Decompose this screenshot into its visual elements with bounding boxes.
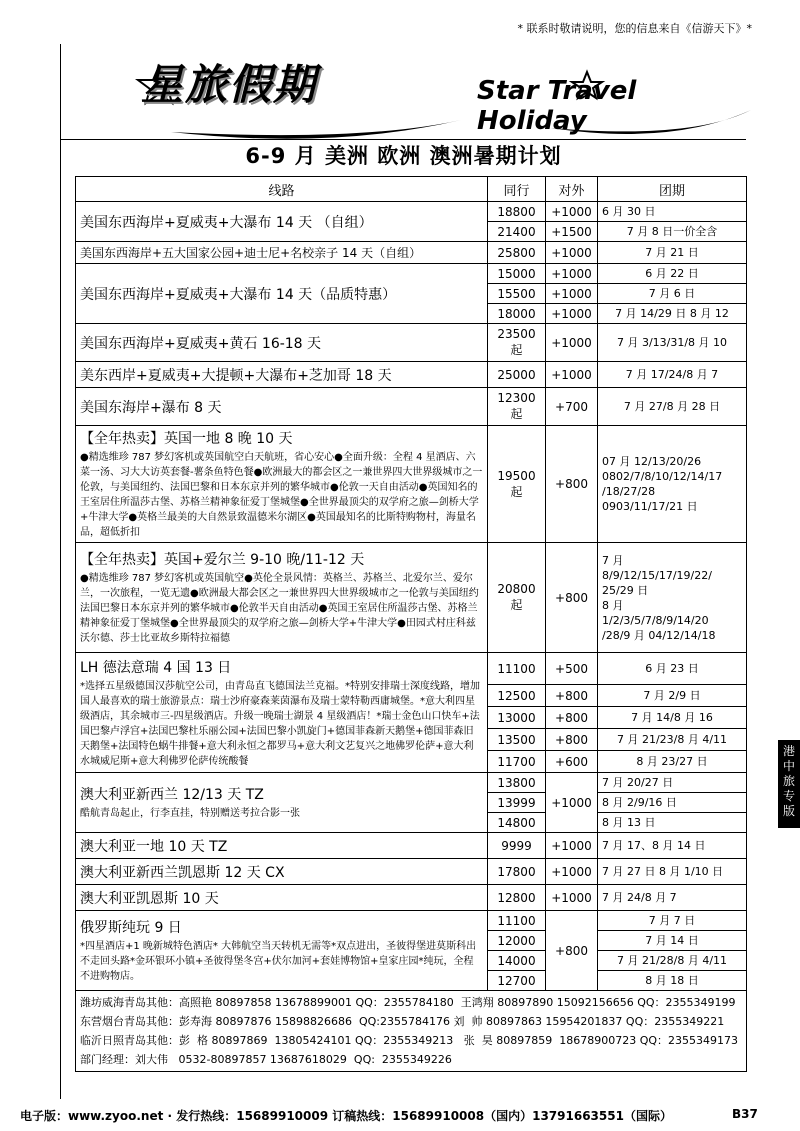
departure-dates: 7 月 27/8 月 28 日 bbox=[598, 388, 747, 426]
departure-dates: 8 月 18 日 bbox=[598, 971, 747, 991]
table-row bbox=[76, 242, 747, 264]
public-markup: +1000 bbox=[546, 773, 598, 833]
peer-price: 11700 bbox=[488, 751, 546, 773]
departure-dates: 7 月 21/23/8 月 4/11 bbox=[598, 729, 747, 751]
page-number: B37 bbox=[732, 1107, 758, 1121]
peer-price: 12000 bbox=[488, 931, 546, 951]
route-cell bbox=[76, 773, 488, 833]
table-row bbox=[76, 324, 747, 362]
tour-table bbox=[75, 176, 747, 1072]
contacts bbox=[76, 991, 747, 1072]
brand-logo-en: Star Travel Holiday bbox=[477, 76, 637, 136]
peer-price: 19500 起 bbox=[488, 426, 546, 543]
departure-dates: 7 月 6 日 bbox=[598, 284, 747, 304]
departure-dates: 6 月 22 日 bbox=[598, 264, 747, 284]
route-name: 美东西岸+夏威夷+大提顿+大瀑布+芝加哥 18 天 bbox=[76, 362, 488, 388]
route-cell bbox=[76, 426, 488, 543]
header bbox=[61, 44, 746, 139]
peer-price: 13000 bbox=[488, 707, 546, 729]
peer-price: 13999 bbox=[488, 793, 546, 813]
route-name: 澳大利亚新西兰 12/13 天 TZ bbox=[80, 787, 264, 803]
table-row bbox=[76, 543, 747, 653]
peer-price: 25800 bbox=[488, 242, 546, 264]
route-name: 美国东西海岸+夏威夷+大瀑布 14 天 （自组） bbox=[76, 202, 488, 242]
table-row bbox=[76, 388, 747, 426]
header-route: 线路 bbox=[76, 177, 488, 202]
route-cell bbox=[76, 911, 488, 991]
route-name: 美国东西海岸+夏威夷+大瀑布 14 天（品质特惠） bbox=[76, 264, 488, 324]
table-row bbox=[76, 885, 747, 911]
departure-dates: 7 月 17/24/8 月 7 bbox=[598, 362, 747, 388]
header-peer: 同行 bbox=[488, 177, 546, 202]
peer-price: 20800 起 bbox=[488, 543, 546, 653]
route-cell bbox=[76, 543, 488, 653]
departure-dates: 7 月 21/28/8 月 4/11 bbox=[598, 951, 747, 971]
table-row bbox=[76, 426, 747, 543]
public-markup: +700 bbox=[546, 388, 598, 426]
departure-dates: 7 月 24/8 月 7 bbox=[598, 885, 747, 911]
departure-dates: 7 月 8/9/12/15/17/19/22/ 25/29 日 8 月 1/2/3/5/7/8/9/14/20 /28/9 月 04/12/14/18 bbox=[598, 543, 747, 653]
departure-dates: 6 月 23 日 bbox=[598, 653, 747, 685]
route-name: 俄罗斯纯玩 9 日 bbox=[80, 920, 182, 936]
public-markup: +1000 bbox=[546, 324, 598, 362]
public-markup: +800 bbox=[546, 543, 598, 653]
peer-price: 11100 bbox=[488, 653, 546, 685]
public-markup: +1000 bbox=[546, 264, 598, 284]
public-markup: +1000 bbox=[546, 242, 598, 264]
contacts-row bbox=[76, 991, 747, 1072]
public-markup: +1500 bbox=[546, 222, 598, 242]
departure-dates: 7 月 14 日 bbox=[598, 931, 747, 951]
departure-dates: 7 月 27 日 8 月 1/10 日 bbox=[598, 859, 747, 885]
route-name: 【全年热卖】英国+爱尔兰 9-10 晚/11-12 天 bbox=[80, 552, 365, 568]
peer-price: 12300 起 bbox=[488, 388, 546, 426]
table-header-row bbox=[76, 177, 747, 202]
route-description: *选择五星级德国汉莎航空公司，由青岛直飞德国法兰克福。*特别安排瑞士深度线路，增加国人最喜欢的瑞士旅游景点：瑞士沙府豪森莱茵瀑布及瑞士蒙特勒西庸城堡。*意大利四星级酒店，其余城市三-四星级酒店。升级一晚瑞士湖景 4 星级酒店！*瑞士金色山口快车+法国巴黎卢浮宫+法国巴黎杜乐丽公园+法国巴黎小凯旋门+德国菲森新天鹅堡+德国菲森旧天鹅堡+法国特色蜗牛排餐+意大利永恒之都罗马+意大利文艺复兴之地佛罗伦萨+意大利水城威尼斯+意大利佛罗伦萨传统酸餐 bbox=[80, 680, 480, 767]
route-name: 美国东西海岸+夏威夷+黄石 16-18 天 bbox=[76, 324, 488, 362]
departure-dates: 7 月 17、8 月 14 日 bbox=[598, 833, 747, 859]
brand-logo-cn: 星旅假期 bbox=[141, 60, 318, 109]
peer-price: 14000 bbox=[488, 951, 546, 971]
departure-dates: 7 月 20/27 日 bbox=[598, 773, 747, 793]
peer-price: 13500 bbox=[488, 729, 546, 751]
table-row bbox=[76, 202, 747, 222]
page-title: 6-9 月 美洲 欧洲 澳洲暑期计划 bbox=[61, 139, 746, 172]
route-name: 澳大利亚新西兰凯恩斯 12 天 CX bbox=[76, 859, 488, 885]
public-markup: +1000 bbox=[546, 833, 598, 859]
public-markup: +800 bbox=[546, 426, 598, 543]
table-row bbox=[76, 859, 747, 885]
departure-dates: 8 月 2/9/16 日 bbox=[598, 793, 747, 813]
route-description: ●精选维珍 787 梦幻客机或英国航空白天航班，省心安心●全面升级：全程 4 星酒店、六菜一汤、习大大访英套餐-薯条鱼特色餐●欧洲最大的都会区之一兼世界四大世界级城市之一伦敦，与美国纽约、法国巴黎和日本东京并列的繁华城市●伦敦一天自由活动●英国知名的王室居住所温莎古堡、苏格兰精神象征爱丁堡城堡●全世界最顶尖的双学府之旅—剑桥大学+牛津大学●英格兰最美的大自然景致温德米尔湖区●英国最知名的比斯特购物村，海量名品，超低折扣 bbox=[80, 452, 483, 538]
peer-price: 9999 bbox=[488, 833, 546, 859]
peer-price: 12800 bbox=[488, 885, 546, 911]
peer-price: 25000 bbox=[488, 362, 546, 388]
header-public: 对外 bbox=[546, 177, 598, 202]
source-notice: * 联系时敬请说明，您的信息来自《信游天下》* bbox=[517, 22, 752, 35]
route-name: LH 德法意瑞 4 国 13 日 bbox=[80, 659, 232, 676]
table-row bbox=[76, 264, 747, 284]
peer-price: 21400 bbox=[488, 222, 546, 242]
route-description: ●精选维珍 787 梦幻客机或英国航空●英伦全景风情：英格兰、苏格兰、北爱尔兰、爱尔兰，一次旅程，一览无遗●欧洲最大都会区之一兼世界四大世界级城市之一伦敦与美国纽约法国巴黎日本东京并列的繁华城市●伦敦半天自由活动●英国王室居住所温莎古堡、苏格兰精神象征爱丁堡城堡●全世界最顶尖的双学府之旅—剑桥大学+牛津大学●田园式村庄科兹沃尔德、莎士比亚故乡斯特拉福德 bbox=[80, 573, 479, 644]
departure-dates: 8 月 23/27 日 bbox=[598, 751, 747, 773]
contact-line: 东营烟台青岛其他：彭寿海 80897876 15898826686 QQ:2355784176 刘 帅 80897863 15954201837 QQ：2355349221 bbox=[80, 1015, 725, 1028]
peer-price: 18000 bbox=[488, 304, 546, 324]
departure-dates: 7 月 21 日 bbox=[598, 242, 747, 264]
route-name: 澳大利亚凯恩斯 10 天 bbox=[76, 885, 488, 911]
public-markup: +1000 bbox=[546, 859, 598, 885]
peer-price: 12500 bbox=[488, 685, 546, 707]
table-row bbox=[76, 773, 747, 793]
contact-line: 潍坊威海青岛其他：高照艳 80897858 13678899001 QQ：2355784180 王鸿翔 80897890 15092156656 QQ：2355349199 bbox=[80, 996, 736, 1009]
public-markup: +800 bbox=[546, 911, 598, 991]
peer-price: 17800 bbox=[488, 859, 546, 885]
route-name: 美国东海岸+瀑布 8 天 bbox=[76, 388, 488, 426]
departure-dates: 7 月 14/29 日 8 月 12 bbox=[598, 304, 747, 324]
route-name: 美国东西海岸+五大国家公园+迪士尼+名校亲子 14 天（自组） bbox=[76, 242, 488, 264]
peer-price: 13800 bbox=[488, 773, 546, 793]
departure-dates: 7 月 7 日 bbox=[598, 911, 747, 931]
table-row bbox=[76, 362, 747, 388]
peer-price: 15000 bbox=[488, 264, 546, 284]
route-description: *四星酒店+1 晚新城特色酒店* 大韩航空当天转机无需等*双点进出，圣彼得堡进莫斯科出不走回头路*金环银环小镇+圣彼得堡冬宫+伏尔加河+套娃博物馆+皇家庄园*纯玩，全程不进购物店。 bbox=[80, 941, 477, 982]
side-tab: 港中旅专版 bbox=[778, 740, 800, 828]
table-row bbox=[76, 833, 747, 859]
peer-price: 14800 bbox=[488, 813, 546, 833]
public-markup: +800 bbox=[546, 729, 598, 751]
departure-dates: 7 月 8 日一价全含 bbox=[598, 222, 747, 242]
peer-price: 23500 起 bbox=[488, 324, 546, 362]
peer-price: 18800 bbox=[488, 202, 546, 222]
public-markup: +1000 bbox=[546, 885, 598, 911]
route-name: 【全年热卖】英国一地 8 晚 10 天 bbox=[80, 431, 293, 447]
peer-price: 11100 bbox=[488, 911, 546, 931]
peer-price: 15500 bbox=[488, 284, 546, 304]
public-markup: +600 bbox=[546, 751, 598, 773]
table-row bbox=[76, 911, 747, 931]
public-markup: +800 bbox=[546, 707, 598, 729]
public-markup: +1000 bbox=[546, 362, 598, 388]
route-cell bbox=[76, 653, 488, 773]
contact-line: 部门经理：刘大伟 0532-80897857 13687618029 QQ: 2355349226 bbox=[80, 1053, 452, 1066]
departure-dates: 7 月 14/8 月 16 bbox=[598, 707, 747, 729]
public-markup: +1000 bbox=[546, 304, 598, 324]
table-row bbox=[76, 653, 747, 685]
public-markup: +800 bbox=[546, 685, 598, 707]
route-description: 酷航青岛起止，行李直挂，特别赠送考拉合影一张 bbox=[80, 808, 300, 819]
route-name: 澳大利亚一地 10 天 TZ bbox=[76, 833, 488, 859]
departure-dates: 7 月 3/13/31/8 月 10 bbox=[598, 324, 747, 362]
peer-price: 12700 bbox=[488, 971, 546, 991]
contact-line: 临沂日照青岛其他：彭 格 80897869 13805424101 QQ：2355349213 张 昊 80897859 18678900723 QQ：2355349173 bbox=[80, 1034, 738, 1047]
departure-dates: 07 月 12/13/20/26 0802/7/8/10/12/14/17 /18/27/28 0903/11/17/21 日 bbox=[598, 426, 747, 543]
footer-info: 电子版：www.zyoo.net · 发行热线：15689910009 订稿热线：15689910008（国内）13791663551（国际） bbox=[20, 1109, 672, 1123]
page-frame bbox=[60, 44, 746, 1099]
public-markup: +1000 bbox=[546, 284, 598, 304]
header-dates: 团期 bbox=[598, 177, 747, 202]
public-markup: +500 bbox=[546, 653, 598, 685]
departure-dates: 7 月 2/9 日 bbox=[598, 685, 747, 707]
public-markup: +1000 bbox=[546, 202, 598, 222]
departure-dates: 8 月 13 日 bbox=[598, 813, 747, 833]
departure-dates: 6 月 30 日 bbox=[598, 202, 747, 222]
